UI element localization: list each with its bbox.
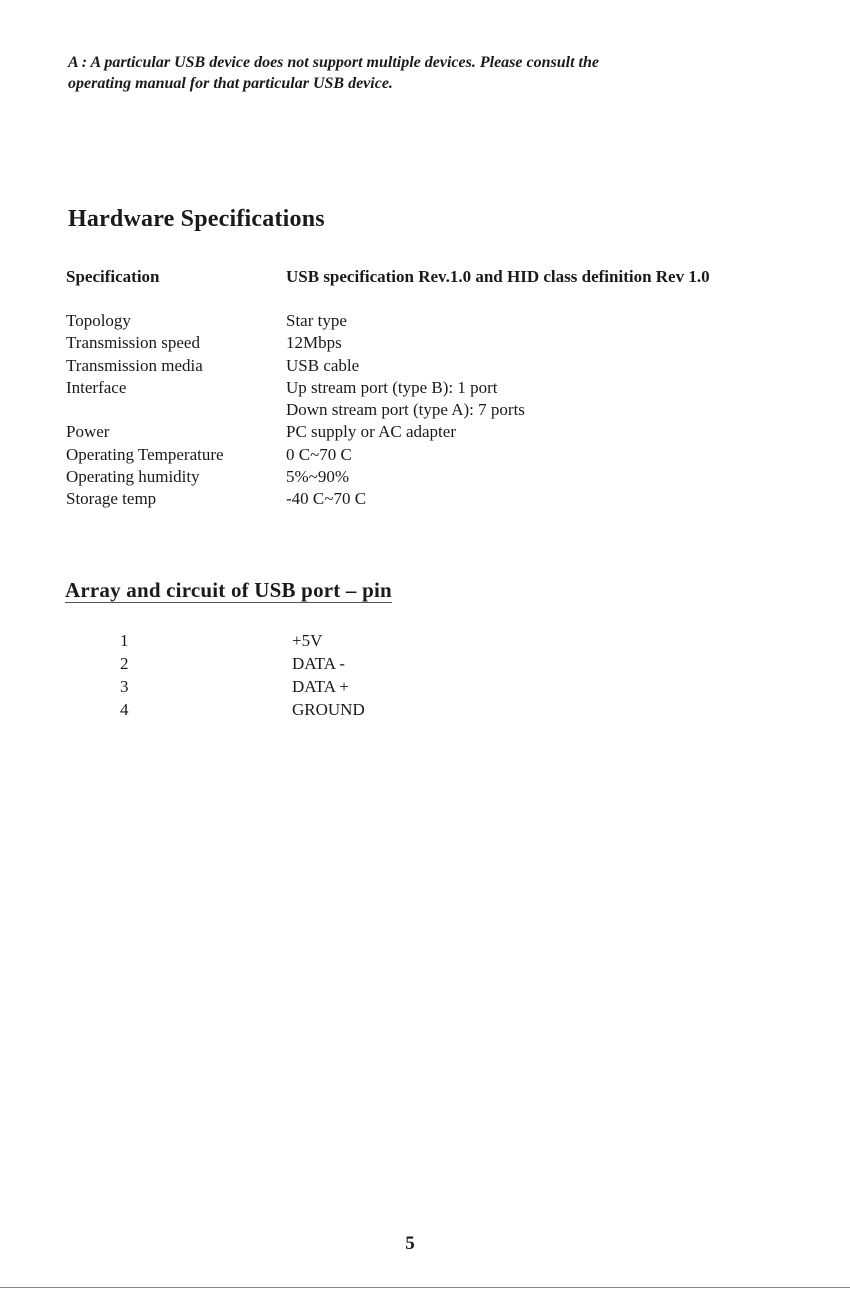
spec-row: [66, 378, 806, 400]
spec-row: [66, 445, 806, 467]
spec-row-value: Down stream port (type A): 7 ports: [286, 400, 525, 420]
spec-row-value: 0 C~70 C: [286, 444, 352, 464]
usb-pin-heading-text: Array and circuit of USB port – pin: [65, 578, 392, 602]
pin-number: 4: [120, 700, 129, 719]
pin-row: [120, 677, 520, 700]
pin-number: 1: [120, 631, 129, 650]
spec-row-value: Star type: [286, 311, 347, 330]
pin-row: [120, 631, 520, 654]
spec-row-label: Operating humidity: [66, 467, 200, 487]
specification-label: Specification: [66, 267, 160, 286]
answer-line-1: A : A particular USB device does not support multiple devices. Please consult the: [68, 54, 599, 71]
spec-row-value: PC supply or AC adapter: [286, 422, 456, 442]
spec-row: [66, 467, 806, 489]
spec-row-value: 12Mbps: [286, 333, 342, 353]
spec-row: [66, 422, 806, 444]
spec-row-label: Power: [66, 422, 110, 442]
spec-row: [66, 489, 806, 511]
page-number: 5: [405, 1233, 415, 1254]
answer-paragraph: [68, 52, 788, 94]
pin-row: [120, 654, 520, 677]
pin-signal: +5V: [292, 631, 323, 650]
usb-pin-heading: [65, 578, 392, 603]
pin-signal: GROUND: [292, 700, 365, 719]
pin-number: 3: [120, 677, 129, 696]
spec-row: [66, 400, 806, 422]
answer-line-2: operating manual for that particular USB device.: [68, 75, 393, 92]
spec-row-label: Storage temp: [66, 489, 157, 509]
spec-row: [66, 356, 806, 378]
hardware-specifications-heading: Hardware Specifications: [68, 206, 325, 232]
bottom-divider: [0, 1287, 850, 1288]
spec-row-label: Topology: [66, 311, 131, 330]
spec-row-value: 5%~90%: [286, 467, 350, 487]
spec-row-label: Transmission speed: [66, 333, 200, 353]
spec-row-value: Up stream port (type B): 1 port: [286, 377, 498, 397]
pin-signal: DATA -: [292, 654, 345, 673]
spec-row-label: Interface: [66, 377, 127, 397]
spec-row: [66, 311, 806, 333]
spec-row-value: USB cable: [286, 355, 360, 375]
spec-row-value: -40 C~70 C: [286, 489, 367, 509]
pin-number: 2: [120, 654, 129, 673]
specification-value: USB specification Rev.1.0 and HID class definition Rev 1.0: [286, 267, 710, 286]
spec-row: [66, 333, 806, 355]
spec-row-label: Operating Temperature: [66, 444, 224, 464]
pin-row: [120, 700, 520, 723]
spec-table: [66, 311, 806, 512]
usb-pin-table: [120, 631, 520, 723]
spec-row-label: Transmission media: [66, 355, 203, 375]
pin-signal: DATA +: [292, 677, 349, 696]
